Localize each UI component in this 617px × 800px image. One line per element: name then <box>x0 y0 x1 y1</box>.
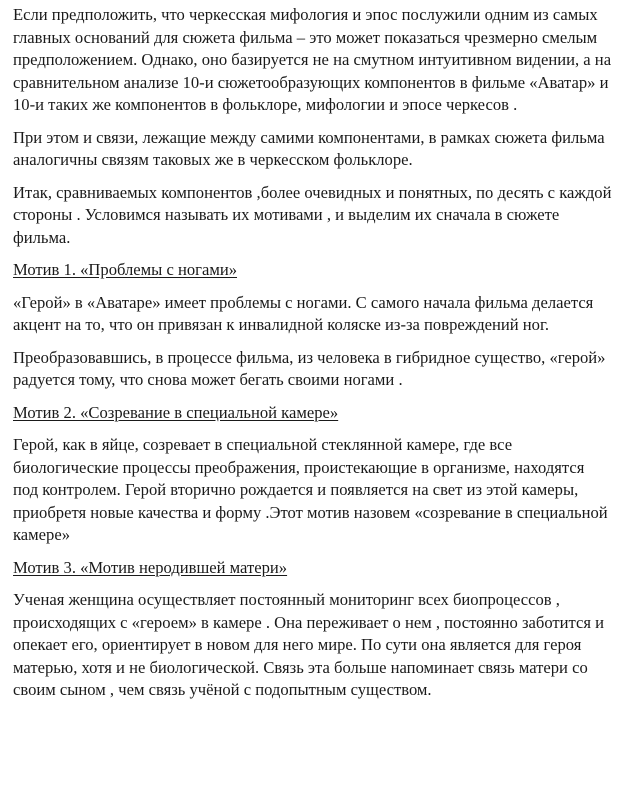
motif-2-paragraph-1: Герой, как в яйце, созревает в специальной стеклянной камере, где все биологические процессы преображения, проистекающие в организме, находятся под контролем. Герой вторично рождается и появляется на свет из этой камеры, приобретя новые качества и форму .Этот мотив назовем «созревание в специальной камере» <box>13 435 608 544</box>
paragraph-motifs-intro: Итак, сравниваемых компонентов ,более очевидных и понятных, по десять с каждой стороны . Условимся называть их мотивами , и выделим их сначала в сюжете фильма. <box>13 182 612 247</box>
motif-1-heading: Мотив 1. «Проблемы с ногами» <box>13 260 238 279</box>
motif-3-heading: Мотив 3. «Мотив неродившей матери» <box>13 557 288 577</box>
motif-2-heading: Мотив 2. «Созревание в специальной камере» <box>13 402 339 422</box>
motif-1-paragraph-1: «Герой» в «Аватаре» имеет проблемы с ногами. С самого начала фильма делается акцент на то, что он привязан к инвалидной коляске из-за повреждений ног. <box>13 292 594 334</box>
document-body <box>13 4 613 712</box>
paragraph-connections: При этом и связи, лежащие между самими компонентами, в рамках сюжета фильма аналогичны связям таковых же в черкесском фольклоре. <box>13 127 605 169</box>
motif-1-paragraph-2: Преобразовавшись, в процессе фильма, из человека в гибридное существо, «герой» радуется тому, что снова может бегать своими ногами . <box>13 347 606 389</box>
motif-3-paragraph-1: Ученая женщина осуществляет постоянный мониторинг всех биопроцессов , происходящих с «героем» в камере . Она переживает о нем , постоянно заботится и опекает его, ориентирует в новом для него мире. По сути она является для героя матерью, хотя и не биологической. Связь эта больше напоминает связь матери со своим сыном , чем связь учёной с подопытным существом. <box>13 590 605 699</box>
paragraph-intro: Если предположить, что черкесская мифология и эпос послужили одним из самых главных оснований для сюжета фильма – это может показаться чрезмерно смелым предположением. Однако, оно базируется не на смутном интуитивном видении, а на сравнительном анализе 10-и сюжетообразующих компонентов в фильме «Аватар» и 10-и таких же компонентов в фольклоре, мифологии и эпосе черкесов . <box>13 5 612 114</box>
